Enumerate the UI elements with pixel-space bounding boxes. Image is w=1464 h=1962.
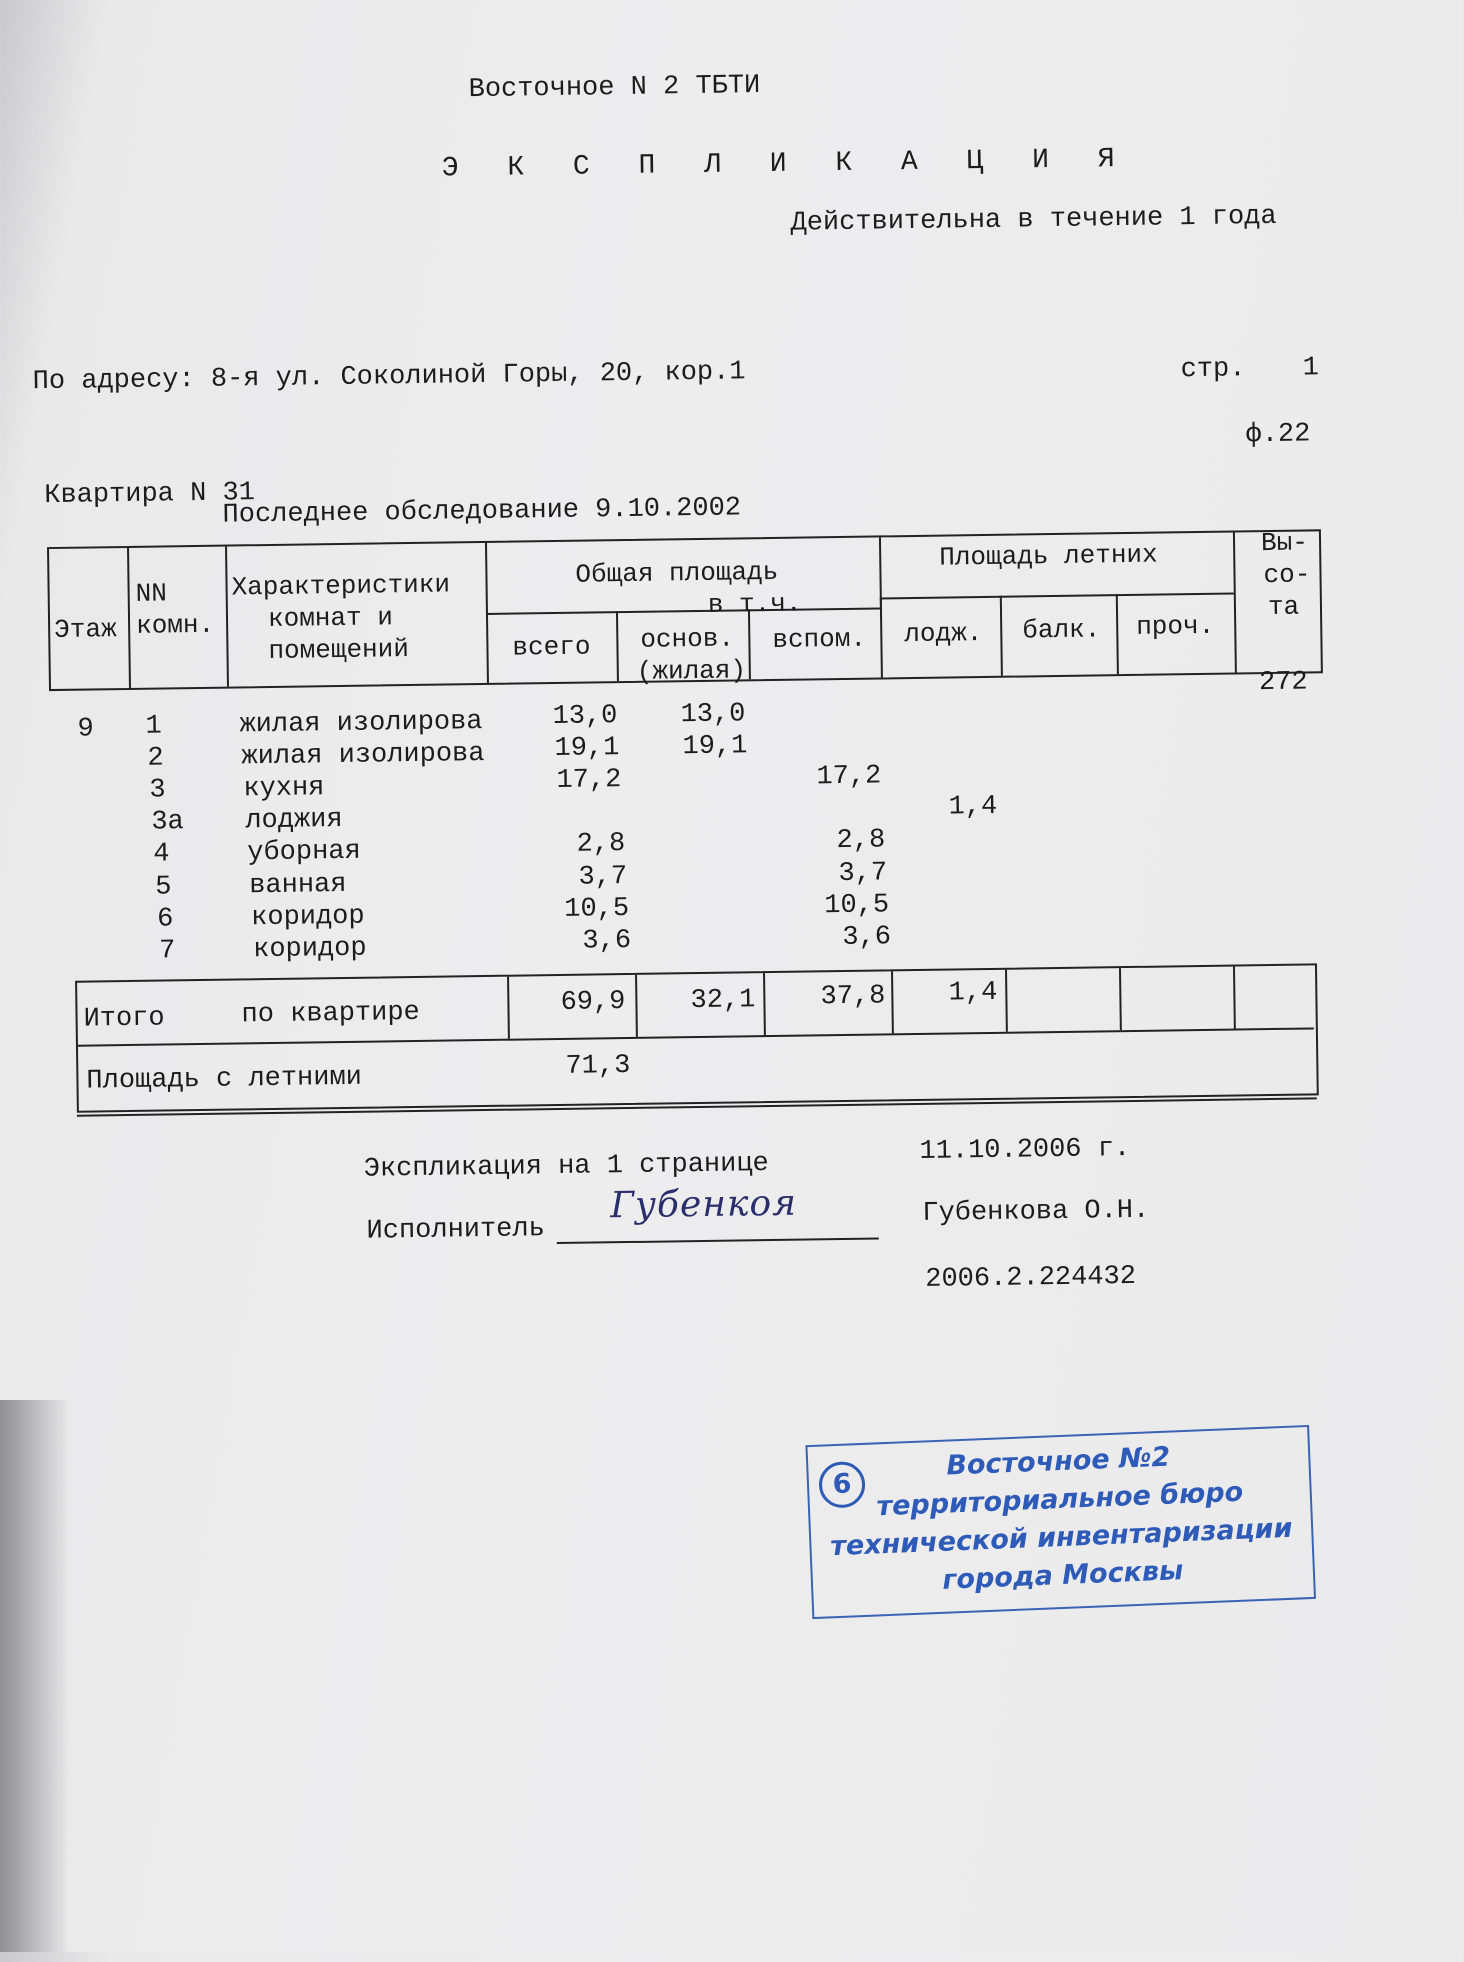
stamp-line-4: города Москвы (941, 1555, 1185, 1596)
col-char-1: Характеристики (231, 569, 451, 603)
col-summer: Площадь летних (939, 539, 1158, 573)
totals-label-2: по квартире (241, 997, 420, 1031)
room-number: 2 (147, 743, 164, 774)
room-number: 3а (151, 807, 184, 838)
col-other: проч. (1136, 610, 1215, 642)
signature-line (557, 1238, 879, 1244)
document-title: Э К С П Л И К А Ц И Я (441, 143, 1131, 185)
room-main-area (651, 796, 751, 797)
height-value: 272 (1258, 667, 1308, 699)
room-loggia-area (893, 728, 993, 729)
room-total-area: 17,2 (556, 765, 622, 797)
room-loggia-area (901, 856, 1001, 857)
org-name: Восточное N 2 ТБТИ (468, 71, 761, 106)
room-total-area: 2,8 (576, 829, 626, 861)
room-main-area: 19,1 (682, 731, 748, 763)
stamp-line-1: Восточное №2 (945, 1441, 1171, 1482)
col-floor: Этаж (53, 614, 117, 645)
room-total-area: 19,1 (554, 733, 620, 765)
room-aux-area: 3,6 (842, 922, 892, 953)
room-aux-area: 2,8 (836, 825, 886, 857)
room-loggia-area: 1,4 (948, 792, 998, 823)
col-main: основ. (640, 623, 735, 655)
room-aux-area (783, 794, 883, 795)
col-loggia: лодж. (904, 618, 983, 650)
room-main-area (649, 763, 749, 764)
page-number: 1 (1302, 353, 1320, 384)
room-loggia-area (891, 696, 991, 697)
summer-area-value: 71,3 (565, 1050, 631, 1082)
totals-all: 69,9 (560, 987, 626, 1018)
room-name: жилая изолирова (239, 707, 483, 741)
form-code: ф.22 (1245, 419, 1311, 451)
floor-value: 9 (77, 714, 94, 745)
room-name: ванная (249, 869, 347, 901)
col-char-2: комнат и (267, 602, 394, 635)
room-main-area (659, 924, 759, 925)
room-main-area (653, 828, 753, 829)
official-stamp (805, 1425, 1316, 1619)
room-number: 1 (145, 711, 162, 742)
totals-aux: 37,8 (820, 981, 886, 1013)
col-char-3: помещений (268, 634, 410, 666)
address: По адресу: 8-я ул. Соколиной Горы, 20, кор.1 (32, 357, 746, 398)
room-number: 4 (153, 839, 170, 871)
room-number: 5 (155, 871, 172, 903)
last-survey: Последнее обследование 9.10.2002 (222, 493, 742, 531)
signature: Губенкоя (609, 1182, 798, 1227)
room-aux-area (777, 698, 877, 699)
room-name: коридор (252, 933, 367, 965)
room-aux-area: 3,7 (838, 857, 888, 889)
room-total-area (523, 797, 623, 798)
apartment-number: Квартира N 31 (44, 478, 256, 512)
room-number: 7 (158, 936, 176, 967)
stamp-number: 6 (818, 1461, 866, 1509)
col-rooms: NN комн. (135, 578, 215, 641)
room-main-area (657, 892, 757, 893)
totals-label: Итого (83, 1003, 165, 1035)
room-main-area (655, 860, 755, 861)
col-height-1: Вы- (1260, 527, 1309, 559)
col-total-area: Общая площадь (575, 556, 779, 590)
col-incl: в т.ч. (707, 588, 802, 620)
room-loggia-area (899, 824, 999, 825)
col-all: всего (512, 631, 591, 663)
totals-loggia: 1,4 (948, 977, 998, 1009)
room-aux-area: 10,5 (824, 889, 890, 921)
pages-note: Экспликация на 1 странице (363, 1149, 769, 1185)
room-aux-area: 17,2 (816, 761, 882, 793)
room-name: лоджия (245, 805, 343, 837)
executor-label: Исполнитель (366, 1214, 546, 1247)
room-total-area: 3,6 (582, 925, 632, 957)
stamp-line-2: территориальное бюро (875, 1476, 1244, 1523)
room-total-area: 3,7 (578, 861, 628, 893)
document-number: 2006.2.224432 (925, 1261, 1137, 1295)
col-balcony: балк. (1022, 614, 1101, 646)
executor-name: Губенкова О.Н. (922, 1195, 1150, 1229)
room-number: 6 (157, 903, 174, 935)
col-height-2: со- (1263, 559, 1311, 591)
room-name: уборная (247, 837, 361, 869)
issue-date: 11.10.2006 г. (919, 1134, 1131, 1167)
room-name: коридор (250, 901, 365, 933)
room-total-area: 13,0 (552, 701, 618, 733)
page-label: стр. (1180, 354, 1246, 386)
room-number: 3 (149, 775, 166, 806)
room-name: жилая изолирова (241, 739, 485, 773)
validity-note: Действительна в течение 1 года (790, 201, 1277, 239)
room-loggia-area (895, 760, 995, 761)
room-name: кухня (243, 773, 325, 805)
room-loggia-area (905, 920, 1005, 921)
summer-area-label: Площадь с летними (86, 1062, 363, 1097)
col-height-3: та (1267, 591, 1300, 623)
totals-main: 32,1 (690, 985, 756, 1017)
col-aux: вспом. (772, 623, 867, 655)
col-living: (жилая) (636, 655, 747, 687)
room-main-area: 13,0 (680, 699, 746, 731)
room-aux-area (779, 730, 879, 731)
room-loggia-area (903, 888, 1003, 889)
stamp-line-3: технической инвентаризации (829, 1512, 1294, 1563)
room-total-area: 10,5 (564, 893, 630, 925)
